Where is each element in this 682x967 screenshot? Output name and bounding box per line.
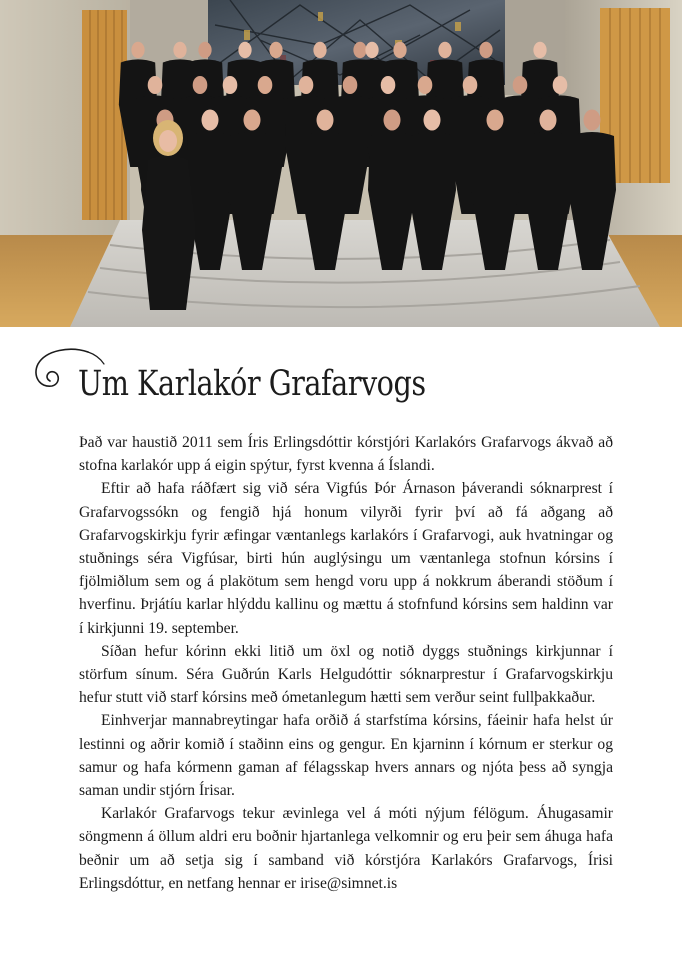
article-body: [79, 431, 613, 895]
paragraph-3: Síðan hefur kórinn ekki litið um öxl og notið dyggs stuðnings kirkjunnar í störfum sínum. Séra Guðrún Karls Helgudóttir sóknarprestur í Grafarvogskirkju hefur stutt við starf kórsins með ómetanlegum hætti sem verður seint fullþakkaður.: [79, 642, 613, 707]
paragraph-5: Karlakór Grafarvogs tekur ævinlega vel á móti nýjum félögum. Áhugasamir söngmenn á öllum aldri eru boðnir hjartanlega velkomnir og eru þeir sem áhuga hafa beðnir um að setja sig í samband við kórstjóra Karlakórs Grafarvogs, Írisi Erlingsdóttur, en netfang hennar er irise@simnet.is: [79, 805, 613, 892]
heading-block: [30, 340, 630, 420]
paragraph-2: Eftir að hafa ráðfært sig við séra Vigfús Þór Árnason þáverandi sóknarprest í Grafarvogssókn og fengið hjá honum vilyrði fyrir því að fá aðgang að Grafarvogskirkju fyrir æfingar væntanlegs karlakórs í Grafarvogi, auk hvatningar og stuðnings séra Vigfúsar, birti hún auglýsingu um væntanlega stofnun kórsins í fjölmiðlum sem og á plakötum sem hengd voru upp á nokkrum áberandi stöðum í hverfinu. Þrjátíu karlar hlýddu kallinu og mættu á stofnfund kórsins sem haldinn var í kirkjunni 19. september.: [79, 480, 613, 637]
paragraph-4: Einhverjar mannabreytingar hafa orðið á starfstíma kórsins, fáeinir hafa helst úr lestinni og aðrir komið í staðinn eins og gengur. En kjarninn í kórnum er sterkur og samur og hafa kórmenn gaman af félagsskap hvers annars og njóta þess að syngja saman undir stjórn Írisar.: [79, 712, 613, 800]
page-title: Um Karlakór Grafarvogs: [78, 364, 426, 404]
paragraph-1: Það var haustið 2011 sem Íris Erlingsdóttir kórstjóri Karlakórs Grafarvogs ákvað að stofna karlakór upp á eigin spýtur, fyrst kvenna á Íslandi.: [79, 434, 613, 475]
choir-photo: [0, 0, 682, 327]
